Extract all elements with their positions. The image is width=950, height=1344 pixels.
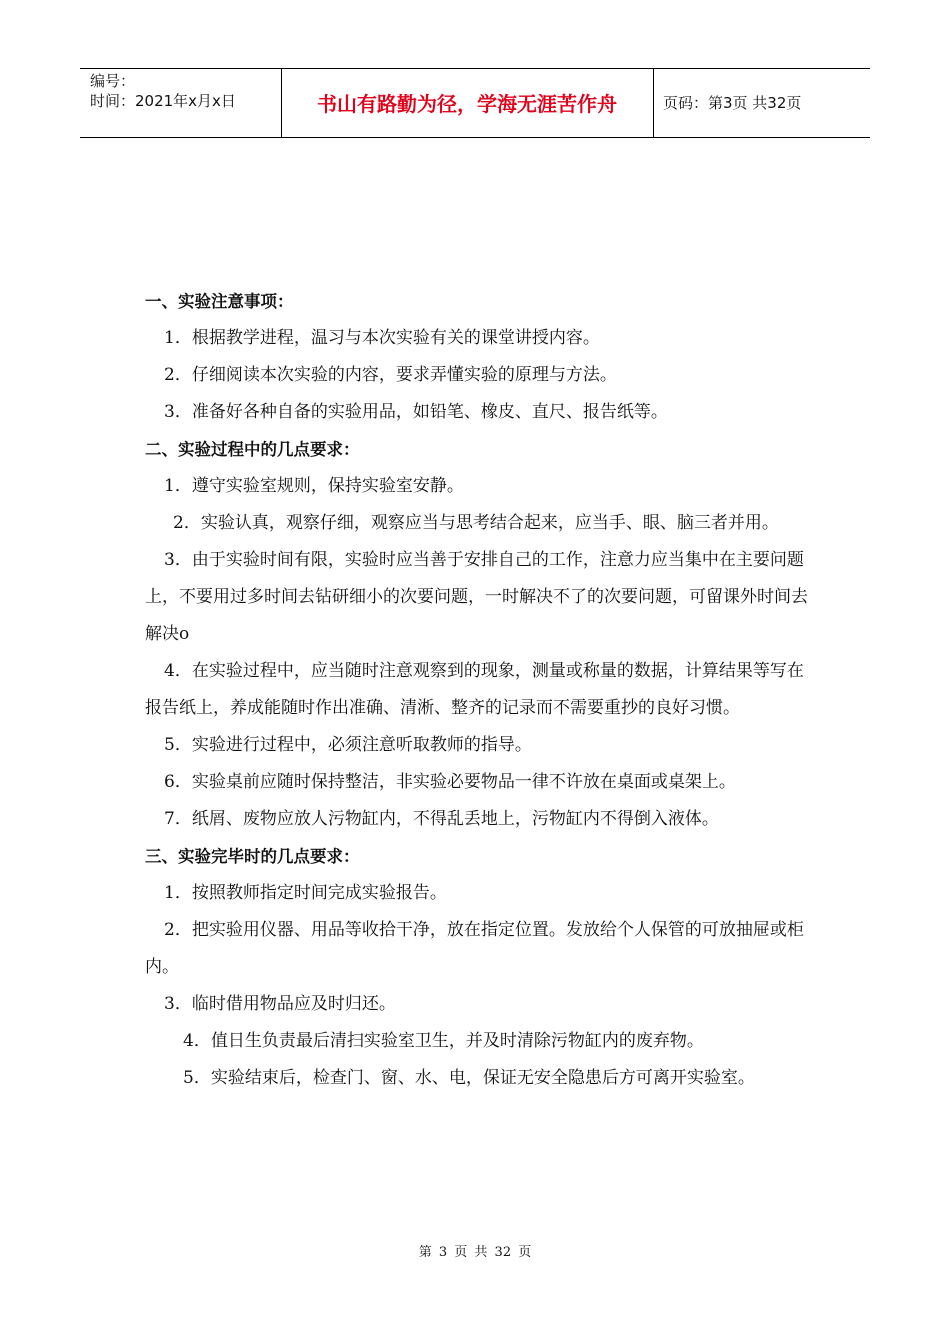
section-heading: 三、实验完毕时的几点要求： [145, 847, 360, 866]
list-item: 3．由于实验时间有限，实验时应当善于安排自己的工作，注意力应当集中在主要问题上，不要用过多时间去钻研细小的次要问题，一时解决不了的次要问题，可留课外时间去解决o [145, 550, 808, 644]
list-item: 6．实验桌前应随时保持整洁，非实验必要物品一律不许放在桌面或桌架上。 [164, 772, 736, 792]
list-item: 2．把实验用仪器、用品等收拾干净，放在指定位置。发放给个人保管的可放抽屉或柜内。 [145, 920, 804, 977]
document-body [145, 283, 815, 1097]
list-item: 1．遵守实验室规则，保持实验室安静。 [164, 476, 464, 496]
header-motto-cell [281, 69, 654, 137]
section-heading: 二、实验过程中的几点要求： [145, 440, 360, 459]
page-footer: 第 3 页 共 32 页 [418, 1245, 532, 1260]
header-motto: 书山有路勤为径，学海无涯苦作舟 [317, 92, 617, 116]
list-item: 2．仔细阅读本次实验的内容，要求弄懂实验的原理与方法。 [164, 365, 617, 385]
section-heading: 一、实验注意事项： [145, 292, 294, 311]
header-page-number: 页码：第3页 共32页 [663, 94, 802, 112]
document-number-label: 编号： [90, 72, 136, 90]
list-item: 2．实验认真，观察仔细，观察应当与思考结合起来，应当手、眼、脑三者并用。 [173, 513, 779, 533]
list-item: 3．准备好各种自备的实验用品，如铅笔、橡皮、直尺、报告纸等。 [164, 402, 668, 422]
list-item: 1．按照教师指定时间完成实验报告。 [164, 883, 447, 903]
list-item: 7．纸屑、废物应放人污物缸内，不得乱丢地上，污物缸内不得倒入液体。 [164, 809, 719, 829]
list-item: 4．在实验过程中，应当随时注意观察到的现象，测量或称量的数据，计算结果等写在报告纸上，养成能随时作出准确、清淅、整齐的记录而不需要重抄的良好习惯。 [145, 661, 804, 718]
list-item: 5．实验结束后，检查门、窗、水、电，保证无安全隐患后方可离开实验室。 [183, 1068, 755, 1088]
list-item: 5．实验进行过程中，必须注意听取教师的指导。 [164, 735, 532, 755]
document-time-label: 时间：2021年x月x日 [90, 92, 236, 110]
list-item: 4．值日生负责最后清扫实验室卫生，并及时清除污物缸内的废弃物。 [183, 1031, 704, 1051]
page-header [80, 68, 870, 138]
header-page-cell [653, 69, 870, 137]
list-item: 1．根据教学进程，温习与本次实验有关的课堂讲授内容。 [164, 328, 600, 348]
header-meta-cell [80, 69, 282, 137]
list-item: 3．临时借用物品应及时归还。 [164, 994, 396, 1014]
